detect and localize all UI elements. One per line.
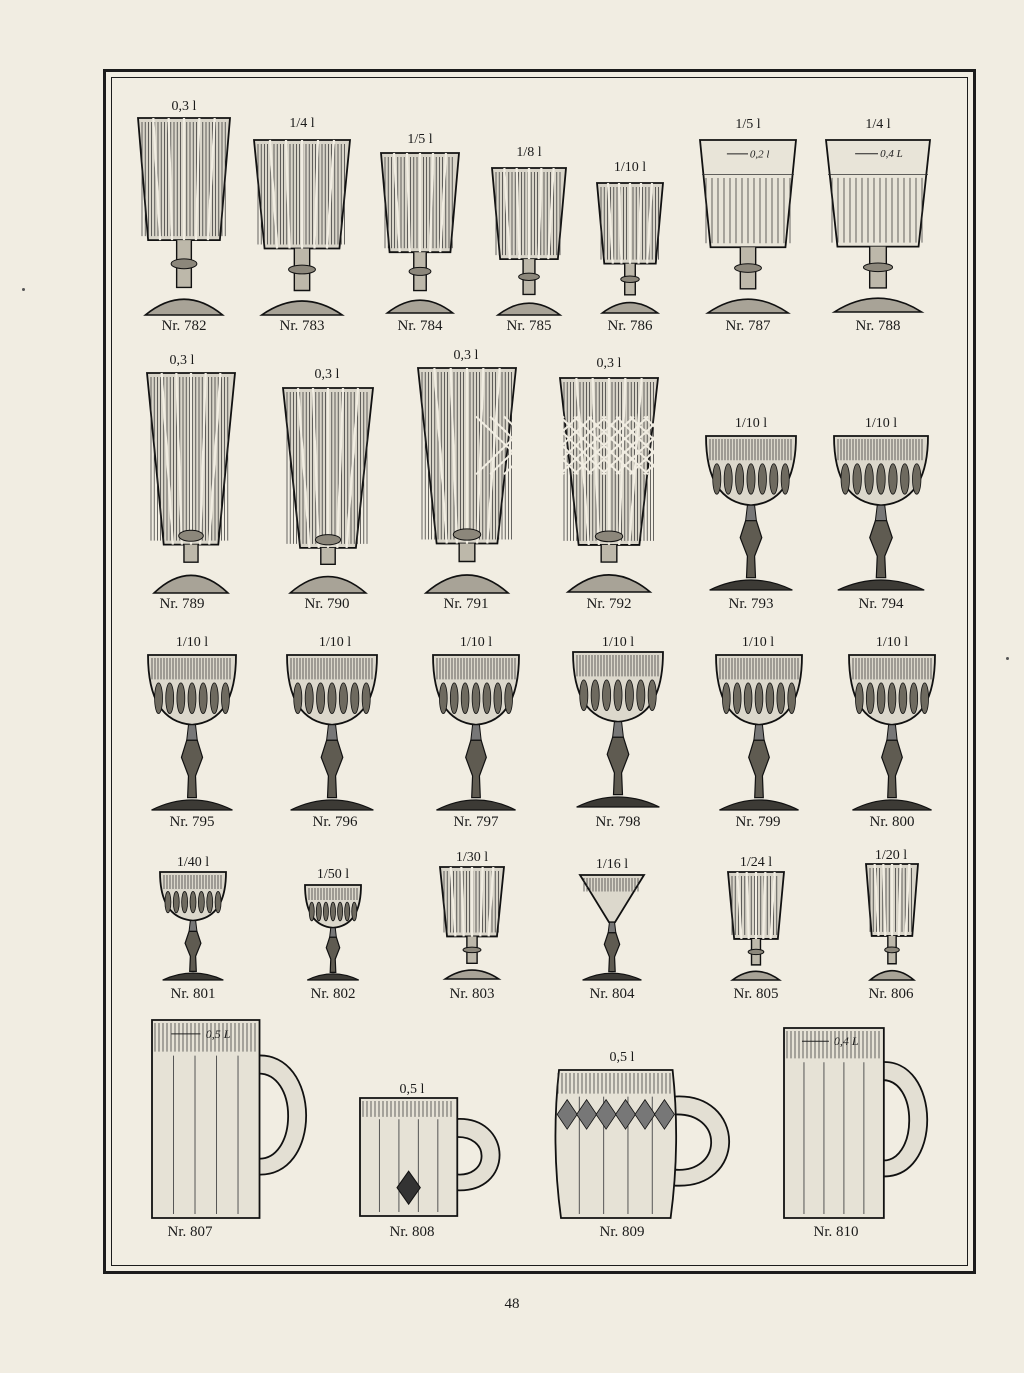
glass-stem: [185, 931, 201, 971]
item-number-label: Nr. 792: [586, 596, 632, 612]
glass-illustration: [849, 655, 935, 810]
glass-drawing: [418, 368, 516, 593]
glass-foot: [732, 971, 779, 980]
capacity-label: 1/50 l: [316, 867, 350, 882]
glass-illustration: [826, 140, 930, 312]
glass-stem: [321, 548, 335, 564]
capacity-label: 1/10 l: [318, 635, 352, 650]
volume-mark: 0,2 l: [749, 148, 770, 161]
capacity-label: 1/10 l: [864, 416, 898, 431]
glass-stem: [326, 937, 339, 972]
glass-illustration: [160, 872, 226, 980]
item-number-label: Nr. 798: [595, 814, 641, 830]
glass-stem: [607, 737, 629, 794]
volume-mark: 0,5 L: [205, 1026, 231, 1041]
capacity-label: 0,3 l: [453, 348, 479, 363]
glass-illustration: [560, 378, 658, 592]
volume-mark: 0,4 L: [833, 1034, 859, 1049]
glass-foot: [163, 973, 224, 980]
glass-drawing: [597, 183, 663, 313]
capacity-label: 1/16 l: [595, 857, 629, 872]
item-number-label: Nr. 803: [449, 986, 495, 1002]
item-number-label: Nr. 785: [506, 318, 552, 334]
glass-illustration: [381, 153, 459, 313]
glass-stem: [466, 740, 487, 797]
capacity-label: 1/10 l: [459, 635, 493, 650]
glass-foot: [262, 301, 343, 315]
capacity-label: 0,5 l: [609, 1050, 635, 1065]
glass-stem: [882, 740, 903, 797]
glass-drawing: [728, 872, 784, 980]
engraving-lines: [437, 658, 515, 679]
item-number-label: Nr. 801: [170, 986, 216, 1002]
capacity-label: 1/10 l: [875, 635, 909, 650]
mug-handle: [673, 1096, 730, 1185]
glass-illustration: [360, 1098, 512, 1216]
glass-drawing: [560, 378, 658, 592]
capacity-label: 1/10 l: [741, 635, 775, 650]
item-number-label: Nr. 797: [453, 814, 499, 830]
capacity-label: 1/10 l: [613, 160, 647, 175]
mug-handle: [256, 1055, 307, 1174]
glass-illustration: [716, 655, 802, 810]
glass-foot: [852, 800, 931, 810]
capacity-label: 0,3 l: [596, 356, 622, 371]
glass-foot: [583, 973, 642, 980]
glass-drawing: [305, 885, 361, 980]
glass-foot: [577, 797, 660, 807]
glass-foot: [307, 974, 359, 980]
item-number-label: Nr. 786: [607, 318, 653, 334]
glass-drawing: [784, 1028, 940, 1218]
capacity-label: 1/5 l: [735, 117, 761, 132]
paper-speck: [22, 288, 25, 291]
glass-foot: [445, 970, 499, 979]
item-number-label: Nr. 806: [868, 986, 914, 1002]
item-number-label: Nr. 788: [855, 318, 901, 334]
glass-foot: [602, 303, 657, 313]
capacity-label: 1/4 l: [865, 117, 891, 132]
item-number-label: Nr. 802: [310, 986, 356, 1002]
glass-illustration: [440, 867, 504, 979]
glass-illustration: [148, 655, 236, 810]
item-number-label: Nr. 782: [161, 318, 207, 334]
capacity-label: 1/10 l: [601, 635, 635, 650]
glass-illustration: [287, 655, 377, 810]
glass-illustration: [784, 1028, 940, 1218]
glass-illustration: [152, 1020, 320, 1218]
glass-foot: [708, 299, 789, 313]
glass-illustration: [597, 183, 663, 313]
capacity-label: 1/20 l: [874, 848, 908, 863]
volume-mark: 0,4 L: [880, 148, 903, 161]
capacity-label: 0,3 l: [169, 353, 195, 368]
glass-drawing: [381, 153, 459, 313]
glass-foot: [387, 300, 453, 313]
glass-foot: [710, 580, 793, 590]
glass-illustration: [700, 140, 796, 313]
glass-stem: [749, 740, 770, 797]
glass-foot: [290, 577, 366, 593]
glass-drawing: [287, 655, 377, 810]
glass-drawing: [360, 1098, 512, 1216]
glass-drawing: [716, 655, 802, 810]
item-number-label: Nr. 799: [735, 814, 781, 830]
glass-drawing: [834, 436, 928, 590]
engraving-lines: [152, 658, 230, 679]
glass-foot: [426, 575, 508, 593]
glass-drawing: [573, 652, 663, 807]
glass-stem: [870, 521, 893, 578]
glass-illustration: [580, 875, 644, 980]
glass-illustration: [418, 368, 516, 593]
item-number-label: Nr. 791: [443, 596, 489, 612]
glass-foot: [498, 303, 560, 315]
capacity-label: 0,3 l: [314, 367, 340, 382]
glass-foot: [291, 800, 374, 810]
glass-drawing: [147, 373, 235, 593]
item-number-label: Nr. 810: [813, 1224, 859, 1240]
glass-drawing: [866, 864, 918, 980]
glass-illustration: [573, 652, 663, 807]
glass-drawing: [706, 436, 796, 590]
capacity-label: 1/4 l: [289, 116, 315, 131]
item-number-label: Nr. 800: [869, 814, 915, 830]
capacity-label: 1/30 l: [455, 850, 489, 865]
item-number-label: Nr. 784: [397, 318, 443, 334]
glass-illustration: [866, 864, 918, 980]
capacity-label: 1/8 l: [516, 145, 542, 160]
item-number-label: Nr. 804: [589, 986, 635, 1002]
glass-drawing: [492, 168, 566, 315]
mug-handle: [453, 1119, 499, 1190]
glass-stem: [740, 521, 762, 578]
glass-foot: [154, 575, 228, 593]
item-number-label: Nr. 805: [733, 986, 779, 1002]
engraving-lines: [853, 658, 931, 679]
glass-illustration: [706, 436, 796, 590]
glass-drawing: [283, 388, 373, 593]
glass-drawing: [555, 1070, 745, 1218]
item-number-label: Nr. 808: [389, 1224, 435, 1240]
item-number-label: Nr. 793: [728, 596, 774, 612]
glass-drawing: [826, 140, 930, 312]
glass-foot: [436, 800, 515, 810]
glass-illustration: [555, 1070, 745, 1218]
glass-illustration: [834, 436, 928, 590]
glass-bowl: [580, 875, 644, 922]
glass-illustration: [254, 140, 350, 315]
item-number-label: Nr. 783: [279, 318, 325, 334]
mug-body: [152, 1020, 260, 1218]
glass-illustration: [138, 118, 230, 315]
item-number-label: Nr. 789: [159, 596, 205, 612]
glass-illustration: [305, 885, 361, 980]
capacity-label: 1/10 l: [734, 416, 768, 431]
capacity-label: 0,5 l: [399, 1082, 425, 1097]
glass-drawing: [580, 875, 644, 980]
glass-foot: [568, 575, 650, 592]
capacity-label: 1/5 l: [407, 132, 433, 147]
capacity-label: 0,3 l: [171, 99, 197, 114]
glass-foot: [152, 800, 233, 810]
glass-stem: [181, 740, 202, 797]
paper-speck: [1006, 657, 1009, 660]
glass-stem: [601, 545, 617, 562]
glass-illustration: [728, 872, 784, 980]
glass-foot: [719, 800, 798, 810]
item-number-label: Nr. 795: [169, 814, 215, 830]
glass-drawing: [160, 872, 226, 980]
capacity-label: 1/24 l: [739, 855, 773, 870]
glass-stem: [184, 545, 198, 563]
item-number-label: Nr. 807: [167, 1224, 213, 1240]
glass-drawing: [433, 655, 519, 810]
item-number-label: Nr. 790: [304, 596, 350, 612]
glass-drawing: [700, 140, 796, 313]
glass-bowl: [826, 140, 930, 247]
glass-drawing: [254, 140, 350, 315]
glass-stem: [321, 740, 343, 797]
item-number-label: Nr. 796: [312, 814, 358, 830]
engraving-lines: [720, 658, 798, 679]
glass-foot: [870, 971, 914, 980]
glass-stem: [604, 933, 619, 972]
mug-handle: [880, 1062, 927, 1176]
glass-illustration: [147, 373, 235, 593]
glass-illustration: [492, 168, 566, 315]
glass-drawing: [148, 655, 236, 810]
glass-foot: [834, 298, 921, 312]
glass-stem: [459, 544, 475, 562]
capacity-label: 1/40 l: [176, 855, 210, 870]
glass-foot: [145, 299, 222, 315]
item-number-label: Nr. 787: [725, 318, 771, 334]
glass-drawing: [138, 118, 230, 315]
glass-foot: [838, 580, 924, 590]
item-number-label: Nr. 794: [858, 596, 904, 612]
capacity-label: 1/10 l: [175, 635, 209, 650]
glass-illustration: [283, 388, 373, 593]
glass-drawing: [849, 655, 935, 810]
glass-illustration: [433, 655, 519, 810]
glass-drawing: [440, 867, 504, 979]
glass-drawing: [152, 1020, 320, 1218]
item-number-label: Nr. 809: [599, 1224, 645, 1240]
page-number: 48: [504, 1296, 520, 1312]
